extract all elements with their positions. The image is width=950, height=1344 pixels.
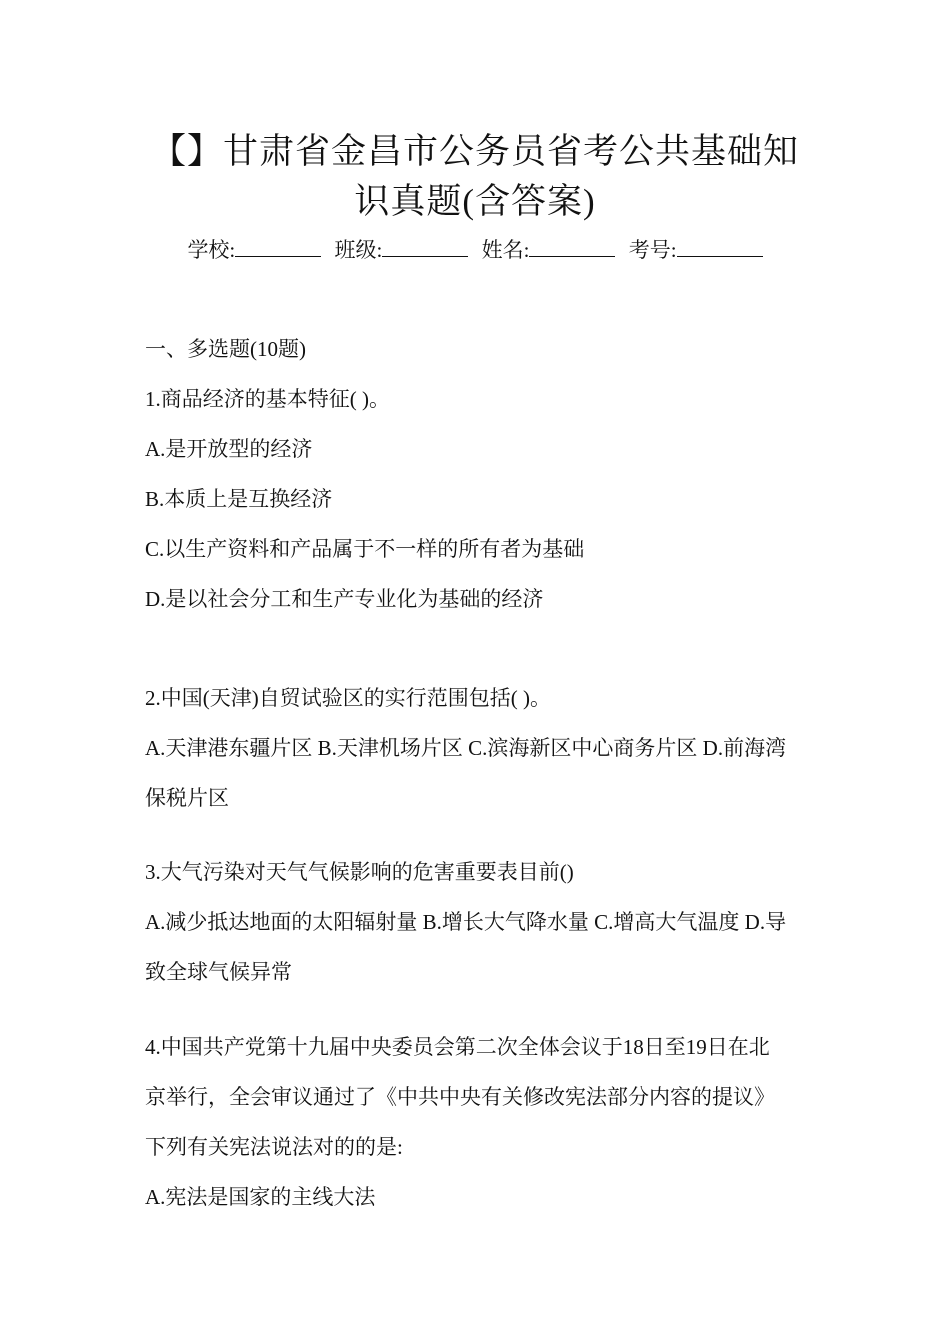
class-label: 班级: xyxy=(334,238,383,262)
question-3-stem: 3.大气污染对天气气候影响的危害重要表目前() xyxy=(145,860,574,884)
student-info-row xyxy=(0,234,950,266)
question-1-option-c: C.以生产资料和产品属于不一样的所有者为基础 xyxy=(145,537,585,561)
question-3-options-line-2: 致全球气候异常 xyxy=(145,960,292,984)
document-title-line-1: 【】甘肃省金昌市公务员省考公共基础知 xyxy=(150,132,799,171)
exam-number-field xyxy=(629,234,763,266)
question-1-stem: 1.商品经济的基本特征( )。 xyxy=(145,387,390,411)
question-4-option-a: A.宪法是国家的主线大法 xyxy=(145,1185,376,1209)
question-2-options-line-1: A.天津港东疆片区 B.天津机场片区 C.滨海新区中心商务片区 D.前海湾 xyxy=(145,736,787,760)
class-blank xyxy=(382,234,468,257)
school-blank xyxy=(235,234,321,257)
exam-number-label: 考号: xyxy=(628,238,677,262)
name-blank xyxy=(529,234,615,257)
exam-number-blank xyxy=(677,234,763,257)
question-1-option-d: D.是以社会分工和生产专业化为基础的经济 xyxy=(145,587,544,611)
question-4-stem-line-3: 下列有关宪法说法对的的是: xyxy=(145,1135,403,1159)
class-field xyxy=(335,234,469,266)
document-title-line-2: 识真题(含答案) xyxy=(354,182,596,221)
name-label: 姓名: xyxy=(481,238,530,262)
school-label: 学校: xyxy=(187,238,236,262)
question-4-stem-line-2: 京举行，全会审议通过了《中共中央有关修改宪法部分内容的提议》 xyxy=(145,1085,775,1109)
question-1-option-b: B.本质上是互换经济 xyxy=(145,487,333,511)
question-2-options-line-2: 保税片区 xyxy=(145,786,229,810)
name-field xyxy=(482,234,616,266)
question-1-option-a: A.是开放型的经济 xyxy=(145,437,313,461)
question-4-stem-line-1: 4.中国共产党第十九届中央委员会第二次全体会议于18日至19日在北 xyxy=(145,1035,770,1059)
question-3-options-line-1: A.减少抵达地面的太阳辐射量 B.增长大气降水量 C.增高大气温度 D.导 xyxy=(145,910,787,934)
section-heading: 一、多选题(10题) xyxy=(145,337,306,361)
school-field xyxy=(187,234,321,266)
question-2-stem: 2.中国(天津)自贸试验区的实行范围包括( )。 xyxy=(145,686,551,710)
